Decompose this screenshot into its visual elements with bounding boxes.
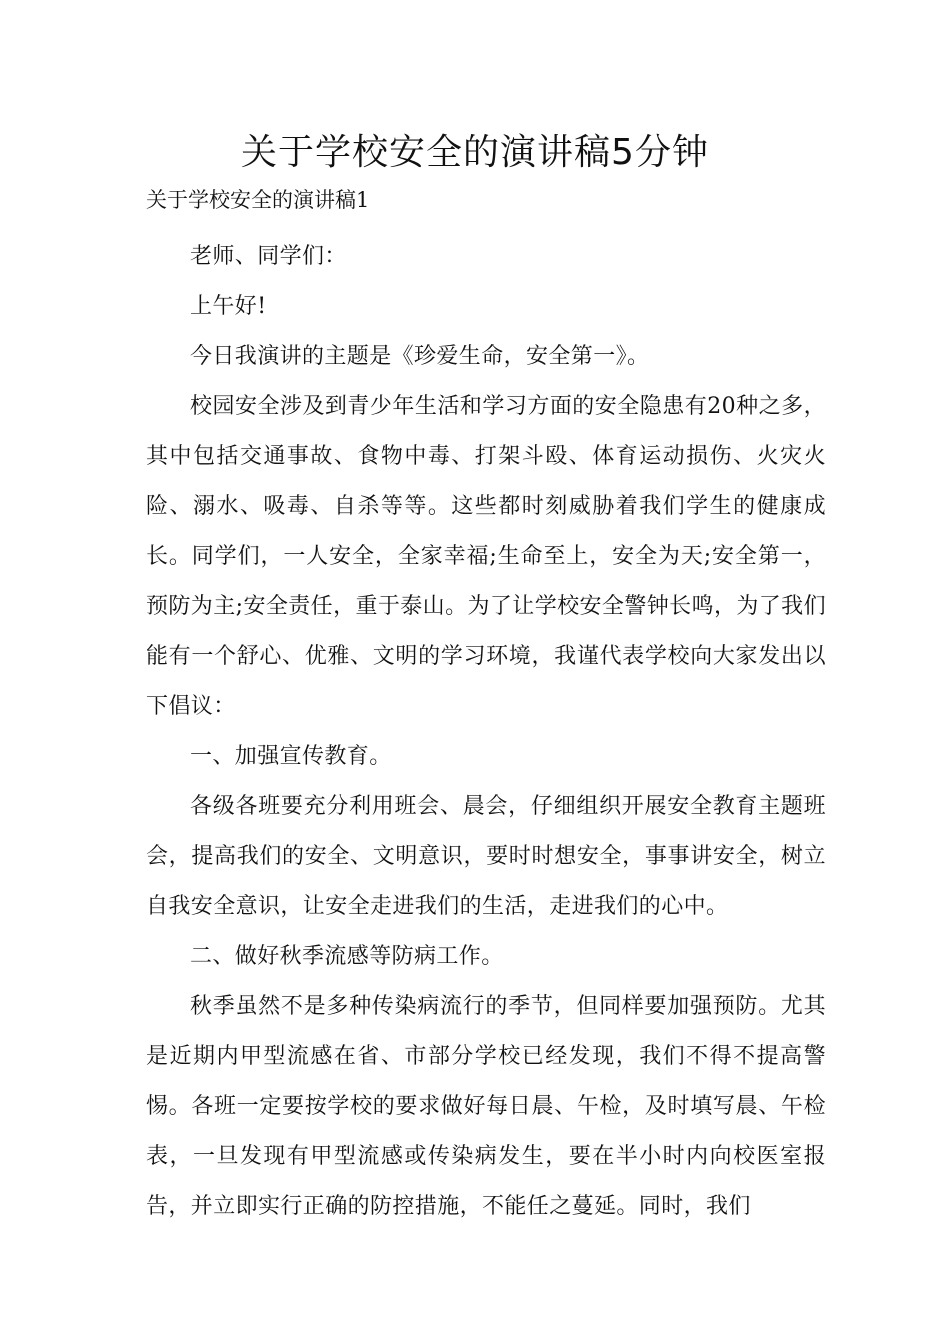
paragraph-greeting: 老师、同学们： <box>190 244 347 269</box>
paragraph-education: 各级各班要充分利用班会、晨会，仔细组织开展安全教育主题班会，提高我们的安全、文明意识，要时时想安全，事事讲安全，树立自我安全意识，让安全走进我们的生活，走进我们的心中。 <box>146 794 826 919</box>
paragraph-campus-safety: 校园安全涉及到青少年生活和学习方面的安全隐患有20种之多，其中包括交通事故、食物中毒、打架斗殴、体育运动损伤、火灾火险、溺水、吸毒、自杀等等。这些都时刻威胁着我们学生的健康成长。同学们，一人安全，全家幸福;生命至上，安全为天;安全第一，预防为主;安全责任，重于泰山。为了让学校安全警钟长鸣，为了我们能有一个舒心、优雅、文明的学习环境，我谨代表学校向大家发出以下倡议： <box>146 394 826 719</box>
document-subtitle: 关于学校安全的演讲稿1 <box>146 188 370 212</box>
paragraph-heading-1: 一、加强宣传教育。 <box>190 744 392 769</box>
paragraph-heading-2: 二、做好秋季流感等防病工作。 <box>190 944 504 969</box>
document-title: 关于学校安全的演讲稿5分钟 <box>241 132 709 173</box>
paragraph-topic: 今日我演讲的主题是《珍爱生命，安全第一》。 <box>190 344 650 369</box>
document-body <box>146 232 826 1232</box>
paragraph-flu-prevention: 秋季虽然不是多种传染病流行的季节，但同样要加强预防。尤其是近期内甲型流感在省、市部分学校已经发现，我们不得不提高警惕。各班一定要按学校的要求做好每日晨、午检，及时填写晨、午检表，一旦发现有甲型流感或传染病发生，要在半小时内向校医室报告，并立即实行正确的防控措施，不能任之蔓延。同时，我们 <box>146 994 826 1219</box>
paragraph-salutation: 上午好! <box>190 294 267 319</box>
